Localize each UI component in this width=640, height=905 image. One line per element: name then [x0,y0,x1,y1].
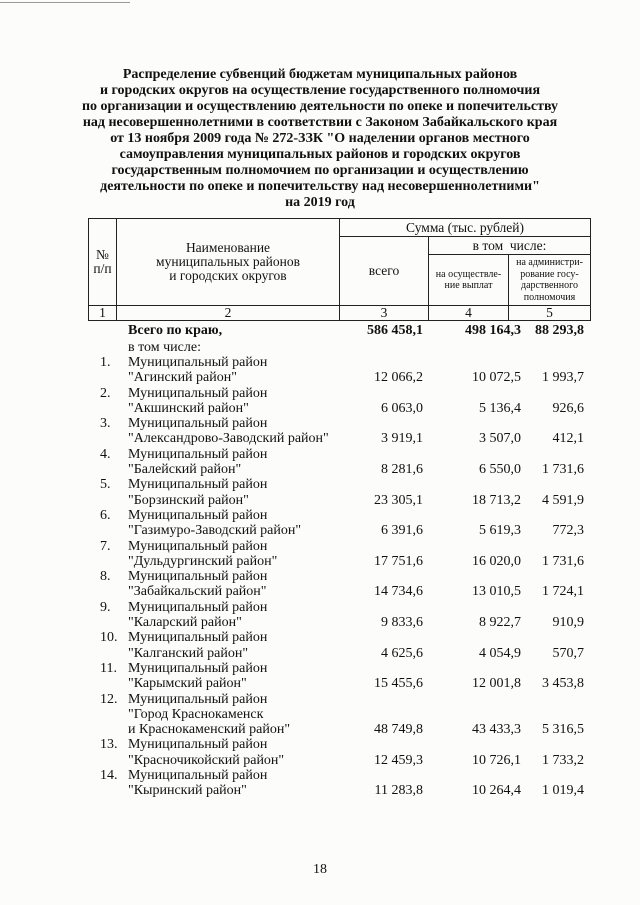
header-sum: Сумма (тыс. рублей) [340,219,591,237]
table-row [88,386,590,417]
row-total: 17 751,6 [374,553,423,569]
total-admin: 88 293,8 [535,323,584,338]
row-name-line: "Кыринский район" [128,783,247,799]
row-number: 6. [100,507,111,523]
row-total: 3 919,1 [381,431,423,447]
row-admin: 926,6 [552,400,584,416]
row-total: 8 281,6 [381,462,423,478]
row-name-line: "Калганский район" [128,645,249,661]
title-line: самоуправления муниципальных районов и городских округов [119,147,521,162]
row-total: 23 305,1 [374,492,423,508]
table-row [88,692,590,738]
row-payments: 10 264,4 [472,783,521,799]
table-row [88,737,590,768]
row-name-line: "Забайкальский район" [128,584,267,600]
row-name-line: Муниципальный район [128,660,268,676]
row-payments: 3 507,0 [479,431,521,447]
row-name-line: "Карымский район" [128,676,247,692]
row-number: 10. [100,630,118,646]
row-payments: 6 550,0 [479,462,521,478]
row-total: 14 734,6 [374,584,423,600]
row-total: 48 749,8 [374,722,423,738]
row-number: 8. [100,569,111,585]
table-body [88,323,590,799]
header-payments [429,255,509,306]
row-number: 3. [100,416,111,432]
row-name-line: Муниципальный район [128,385,268,401]
row-number: 12. [100,691,118,707]
header-admin-line: полномочия [523,291,576,303]
row-name-line: Муниципальный район [128,446,268,462]
row-total: 12 066,2 [374,370,423,386]
header-payments-line: на осуществле- [435,268,502,280]
row-name-line: Муниципальный район [128,416,268,432]
row-name-line: Муниципальный район [128,599,268,615]
table-row [88,416,590,447]
row-admin: 1 733,2 [542,752,584,768]
row-admin: 5 316,5 [542,722,584,738]
row-number: 14. [100,768,118,784]
top-rule [0,2,130,3]
total-label: Всего по краю, [128,323,223,338]
document-title [60,67,580,211]
header-name-line: Наименование [185,240,271,255]
row-number: 9. [100,599,111,615]
row-name-line: Муниципальный район [128,569,268,585]
header-admin-line: рование госу- [520,268,579,280]
row-number: 13. [100,737,118,753]
row-admin: 4 591,9 [542,492,584,508]
row-payments: 10 726,1 [472,752,521,768]
row-name-line: "Дульдургинский район" [128,553,278,569]
row-number: 5. [100,477,111,493]
title-line: от 13 ноября 2009 года № 272-ЗЗК "О наделении органов местного [110,131,530,146]
row-admin: 3 453,8 [542,676,584,692]
row-name-line: Муниципальный район [128,737,268,753]
row-total: 11 283,8 [374,783,423,799]
col-number-2: 2 [117,306,340,321]
table-row [88,447,590,478]
row-payments: 43 433,3 [472,722,521,738]
row-number: 11. [100,660,117,676]
title-line: деятельности по опеке и попечительству над несовершеннолетними" [100,179,540,194]
row-name-line: "Газимуро-Заводский район" [128,523,302,539]
table-row [88,477,590,508]
col-number-4: 4 [429,306,509,321]
row-number: 1. [100,355,111,370]
table-row [88,661,590,692]
header-admin-line: дарственного [521,280,578,291]
row-name-line: Муниципальный район [128,507,268,523]
col-number-3: 3 [340,306,429,321]
row-payments: 5 136,4 [479,400,521,416]
row-payments: 5 619,3 [479,523,521,539]
row-payments: 16 020,0 [472,553,521,569]
row-name-line: "Агинский район" [128,370,237,386]
row-admin: 570,7 [552,645,584,661]
table-header [88,218,591,321]
row-number: 4. [100,446,111,462]
table-row [88,539,590,570]
row-admin: 772,3 [552,523,584,539]
header-name-line: и городских округов [169,268,287,283]
row-name-line: "Каларский район" [128,615,242,631]
row-total: 15 455,6 [374,676,423,692]
row-name-line: "Борзинский район" [128,492,249,508]
row-admin: 910,9 [552,615,584,631]
row-payments: 18 713,2 [472,492,521,508]
row-total: 9 833,6 [381,615,423,631]
title-line: на 2019 год [285,195,355,210]
row-number: 7. [100,538,111,554]
header-including: в том числе: [429,237,591,255]
row-name-line: Муниципальный район [128,538,268,554]
row-payments: 10 072,5 [472,370,521,386]
table-row [88,355,590,386]
row-payments: 12 001,8 [472,676,521,692]
row-name-line: и Краснокаменский район" [128,722,291,738]
col-number-1: 1 [89,306,117,321]
header-admin [509,255,591,306]
row-name-line: "Балейский район" [128,462,242,478]
row-admin: 1 993,7 [542,370,584,386]
row-payments: 8 922,7 [479,615,521,631]
table-row [88,569,590,600]
row-admin: 1 724,1 [542,584,584,600]
header-num: № п/п [89,219,117,306]
row-total: 6 063,0 [381,400,423,416]
row-name-line: "Акшинский район" [128,400,249,416]
row-total: 12 459,3 [374,752,423,768]
table-row [88,630,590,661]
total-row [88,323,590,355]
header-total: всего [340,237,429,306]
row-payments: 4 054,9 [479,645,521,661]
row-admin: 1 019,4 [542,783,584,799]
title-line: и городских округов на осуществление государственного полномочия [99,83,541,98]
row-total: 6 391,6 [381,523,423,539]
row-admin: 412,1 [552,431,584,447]
row-total: 4 625,6 [381,645,423,661]
table-row [88,600,590,631]
header-name [117,219,340,306]
row-payments: 13 010,5 [472,584,521,600]
row-admin: 1 731,6 [542,553,584,569]
title-line: Распределение субвенций бюджетам муниципальных районов [122,67,518,82]
table-row [88,508,590,539]
row-admin: 1 731,6 [542,462,584,478]
total-value: 586 458,1 [367,323,423,338]
title-line: над несовершеннолетними в соответствии с Законом Забайкальского края [82,115,558,130]
row-name-line: "Город Краснокаменск [128,706,264,722]
total-sublabel: в том числе: [128,340,201,355]
row-name-line: Муниципальный район [128,477,268,493]
header-payments-line: ние выплат [444,280,493,291]
row-name-line: "Красночикойский район" [128,752,285,768]
row-name-line: Муниципальный район [128,691,268,707]
col-number-5: 5 [509,306,591,321]
row-number: 2. [100,385,111,401]
row-name-line: Муниципальный район [128,355,268,370]
header-name-line: муниципальных районов [156,254,300,269]
page-number: 18 [313,862,327,877]
table-row [88,768,590,799]
row-name-line: "Александрово-Заводский район" [128,431,329,447]
row-name-line: Муниципальный район [128,630,268,646]
header-admin-line: на администри- [516,257,583,268]
total-payments: 498 164,3 [465,323,521,338]
title-line: государственным полномочием по организации и осуществлению [111,163,529,178]
row-name-line: Муниципальный район [128,768,268,784]
title-line: по организации и осуществлению деятельности по опеке и попечительству [81,99,559,114]
